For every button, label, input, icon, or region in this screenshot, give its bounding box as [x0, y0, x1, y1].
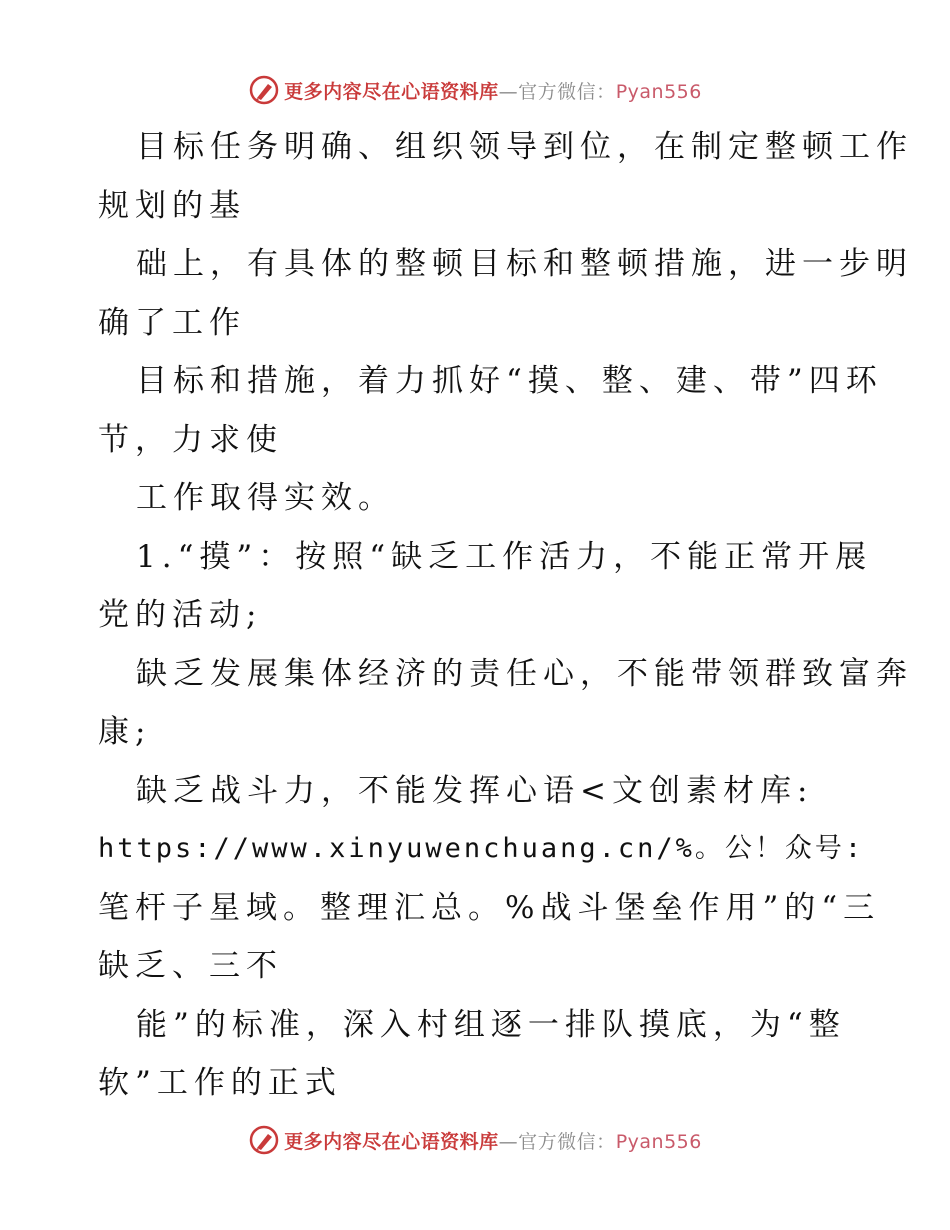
text-line: 础上，有具体的整顿目标和整顿措施，进一步明: [136, 246, 913, 282]
banner-wechat-id: Pyan556: [615, 1130, 702, 1153]
text-line: 确了工作: [98, 304, 246, 341]
document-body: [98, 118, 913, 1113]
text-line: 康;: [98, 714, 152, 750]
pen-logo-icon: [248, 74, 280, 106]
banner-wechat-label: —官方微信：: [498, 80, 616, 103]
header-banner: [0, 70, 950, 110]
text-line: 能”的标准，深入村组逐一排队摸底，为“整: [136, 1006, 846, 1043]
text-line: 1.“摸”：按照“缺乏工作活力，不能正常开展: [136, 538, 873, 575]
banner-text: [284, 77, 702, 104]
banner-title: 更多内容尽在心语资料库: [284, 80, 499, 103]
text-line-url: https://www.xinyuwenchuang.cn/%。公！众号:: [98, 833, 865, 864]
text-line: 工作取得实效。: [136, 480, 395, 516]
text-line: 目标任务明确、组织领导到位，在制定整顿工作: [136, 129, 913, 165]
text-line: 目标和措施，着力抓好“摸、整、建、带”四环: [136, 363, 883, 399]
text-line: 笔杆子星域。整理汇总。%战斗堡垒作用”的“三: [98, 889, 881, 926]
text-line: 缺乏战斗力，不能发挥心语<文创素材库:: [136, 772, 814, 809]
banner-wechat-label: —官方微信：: [498, 1130, 616, 1153]
footer-banner: [0, 1120, 950, 1160]
text-line: 缺乏、三不: [98, 948, 283, 984]
text-line: 党的活动;: [98, 597, 263, 633]
text-line: 缺乏发展集体经济的责任心，不能带领群致富奔: [136, 655, 913, 692]
banner-wechat-id: Pyan556: [615, 80, 702, 103]
banner-title: 更多内容尽在心语资料库: [284, 1130, 499, 1153]
text-line: 规划的基: [98, 187, 246, 224]
pen-logo-icon: [248, 1124, 280, 1156]
text-line: 节，力求使: [98, 421, 283, 458]
banner-text: [284, 1127, 702, 1154]
text-line: 软”工作的正式: [98, 1065, 342, 1101]
